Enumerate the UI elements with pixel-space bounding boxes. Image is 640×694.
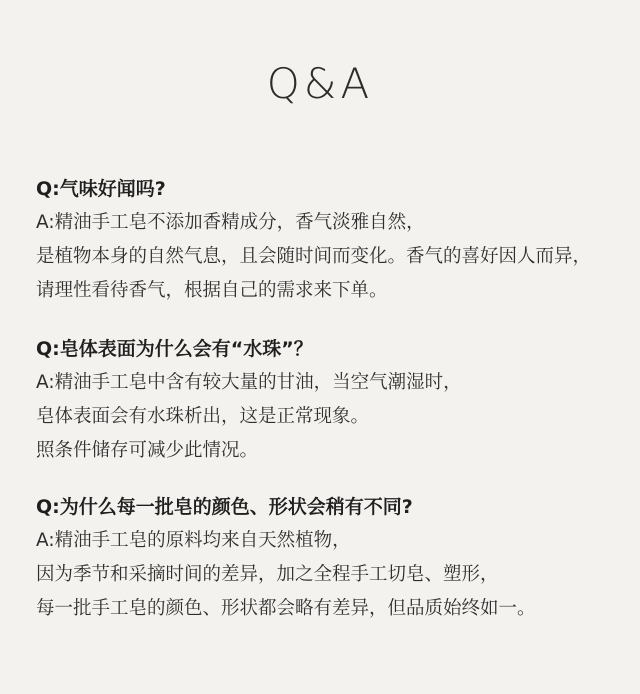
faq-item-water-droplets <box>36 332 616 468</box>
faq-item-color-shape <box>36 490 616 626</box>
faq-answer-line: 因为季节和采摘时间的差异，加之全程手工切皂、塑形， <box>36 564 499 585</box>
faq-answer-line: 请理性看待香气，根据自己的需求来下单。 <box>36 280 388 301</box>
faq-answer-line: 每一批手工皂的颜色、形状都会略有差异，但品质始终如一。 <box>36 598 536 619</box>
faq-answer-line: 是植物本身的自然气息，且会随时间而变化。香气的喜好因人而异， <box>36 246 592 267</box>
page-title: Q&A <box>266 59 374 108</box>
faq-question: Q:气味好闻吗? <box>36 178 166 200</box>
faq-question: Q:皂体表面为什么会有“水珠”？ <box>36 338 313 360</box>
faq-answer-line: A:精油手工皂不添加香精成分，香气淡雅自然， <box>36 212 425 233</box>
faq-answer-line: A:精油手工皂的原料均来自天然植物， <box>36 530 351 551</box>
faq-item-smell <box>36 172 616 308</box>
faq-answer-line: 照条件储存可减少此情况。 <box>36 440 259 461</box>
faq-answer-line: A:精油手工皂中含有较大量的甘油，当空气潮湿时， <box>36 372 462 393</box>
faq-answer-line: 皂体表面会有水珠析出，这是正常现象。 <box>36 406 370 427</box>
faq-question: Q:为什么每一批皂的颜色、形状会稍有不同? <box>36 496 413 518</box>
